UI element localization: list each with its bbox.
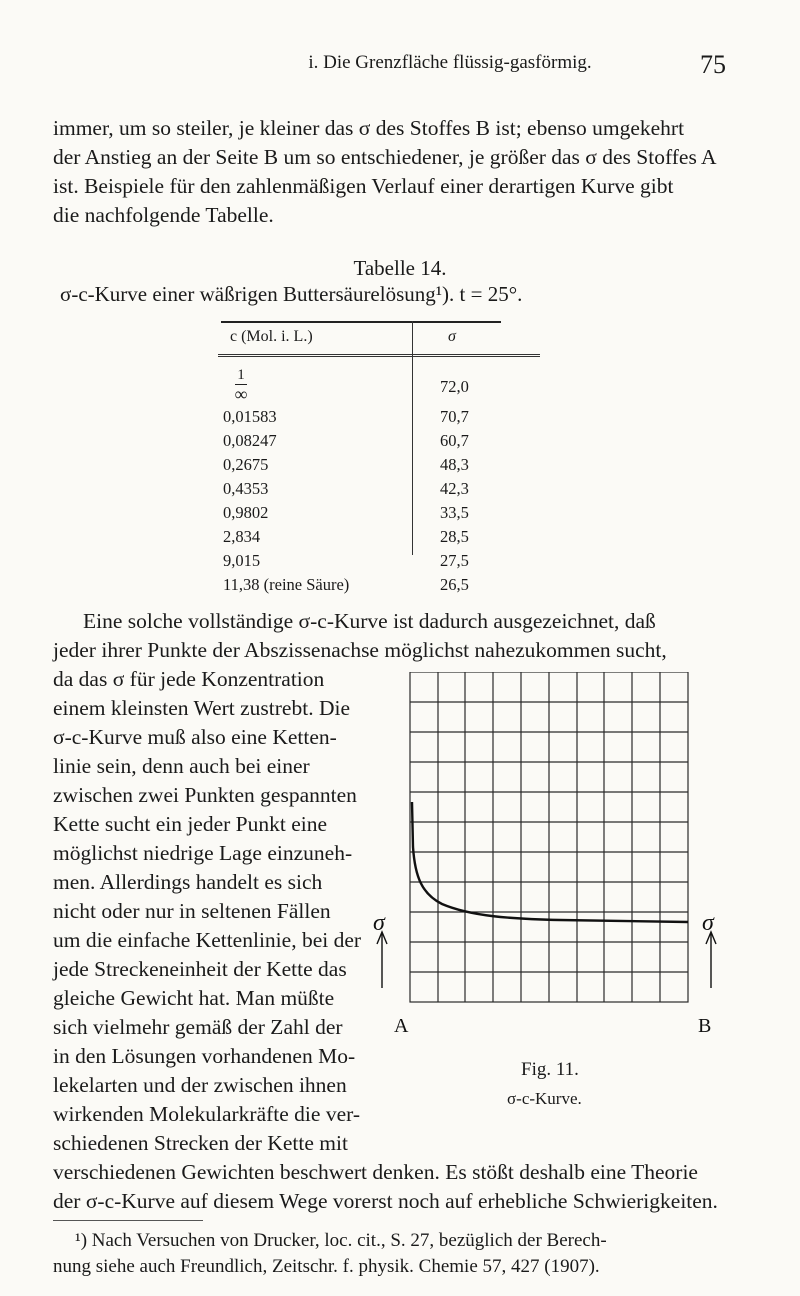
point-a-label: A <box>394 1015 409 1037</box>
paragraph-1 <box>53 114 753 230</box>
table-cell-c: 0,08247 <box>223 431 277 450</box>
table-cell-sigma: 42,3 <box>440 479 469 498</box>
paragraph-2-line: wirkenden Molekularkräfte die ver- <box>53 1102 361 1126</box>
table-cell-sigma: 70,7 <box>440 407 469 426</box>
paragraph-2-line: zwischen zwei Punkten gespannten <box>53 783 357 807</box>
table-header-rule <box>218 354 540 357</box>
table-cell-c: 0,4353 <box>223 479 269 498</box>
paragraph-2-line: da das σ für jede Konzentration <box>53 667 325 691</box>
footnote-line: nung siehe auch Freundlich, Zeitschr. f. physik. Chemie 57, 427 (1907). <box>53 1256 600 1277</box>
paragraph-2-line: jeder ihrer Punkte der Abszissenachse möglichst nahezukommen sucht, <box>53 638 667 662</box>
paragraph-2-line: verschiedenen Gewichten beschwert denken. Es stößt deshalb eine Theorie <box>53 1160 698 1184</box>
paragraph-2-line: men. Allerdings handelt es sich <box>53 870 323 894</box>
paragraph-2-narrow <box>53 665 388 1158</box>
paragraph-2-line: der σ-c-Kurve auf diesem Wege vorerst noch auf erhebliche Schwierigkeiten. <box>53 1189 718 1213</box>
paragraph-2-line: einem kleinsten Wert zustrebt. Die <box>53 696 350 720</box>
right-up-arrow <box>706 932 716 988</box>
table-cell-c: 2,834 <box>223 527 261 546</box>
paragraph-1-line: die nachfolgende Tabelle. <box>53 203 274 227</box>
paragraph-2-end <box>53 1158 753 1216</box>
table-cell-c: 0,2675 <box>223 455 269 474</box>
paragraph-2-line: in den Lösungen vorhandenen Mo- <box>53 1044 356 1068</box>
left-sigma-label: σ <box>373 910 385 936</box>
table-title: Tabelle 14. <box>353 256 447 280</box>
sigma-c-curve <box>412 802 688 922</box>
table-cell-sigma: 72,0 <box>440 377 469 396</box>
paragraph-2-line: Kette sucht ein jeder Punkt eine <box>53 812 328 836</box>
point-b-label: B <box>698 1015 712 1037</box>
footnote-line: ¹) Nach Versuchen von Drucker, loc. cit., S. 27, bezüglich der Berech- <box>75 1230 607 1251</box>
paragraph-2-line: um die einfache Kettenlinie, bei der <box>53 928 362 952</box>
footnote <box>53 1228 753 1280</box>
table-cell-c: 1 ∞ <box>234 367 248 404</box>
paragraph-2-line: gleiche Gewicht hat. Man müßte <box>53 986 335 1010</box>
running-head: i. Die Grenzfläche flüssig-gasförmig. <box>308 52 592 73</box>
paragraph-2-line: linie sein, denn auch bei einer <box>53 754 310 778</box>
table-cell-c: 0,9802 <box>223 503 269 522</box>
paragraph-2-full <box>53 607 753 665</box>
table-top-rule <box>221 321 501 323</box>
paragraph-2-line: möglichst niedrige Lage einzuneh- <box>53 841 353 865</box>
footnote-rule <box>53 1220 203 1221</box>
table-cell-sigma: 60,7 <box>440 431 469 450</box>
right-sigma-label: σ <box>702 910 714 936</box>
figure-11 <box>360 672 760 1058</box>
figure-caption: Fig. 11. <box>521 1059 579 1080</box>
paragraph-2-line: sich vielmehr gemäß der Zahl der <box>53 1015 343 1039</box>
left-up-arrow <box>377 932 387 988</box>
paragraph-2-line: lekelarten und der zwischen ihnen <box>53 1073 347 1097</box>
paragraph-2-line: schiedenen Strecken der Kette mit <box>53 1131 348 1155</box>
table-cell-c: 9,015 <box>223 551 261 570</box>
figure-subcaption: σ-c-Kurve. <box>507 1089 582 1108</box>
paragraph-1-line: immer, um so steiler, je kleiner das σ des Stoffes B ist; ebenso umgekehrt <box>53 116 685 140</box>
page-number: 75 <box>700 50 726 79</box>
paragraph-1-line: ist. Beispiele für den zahlenmäßigen Verlauf einer derartigen Kurve gibt <box>53 174 674 198</box>
table-cell-c: 0,01583 <box>223 407 277 426</box>
paragraph-2-line: nicht oder nur in seltenen Fällen <box>53 899 331 923</box>
table-header-sigma: σ <box>448 328 456 345</box>
table-cell-sigma: 26,5 <box>440 575 469 594</box>
paragraph-2-line: jede Streckeneinheit der Kette das <box>53 957 347 981</box>
paragraph-1-line: der Anstieg an der Seite B um so entschiedener, je größer das σ des Stoffes A <box>53 145 717 169</box>
table-header-c: c (Mol. i. L.) <box>230 328 313 345</box>
table-cell-sigma: 28,5 <box>440 527 469 546</box>
paragraph-2-line: σ-c-Kurve muß also eine Ketten- <box>53 725 337 749</box>
table-cell-sigma: 27,5 <box>440 551 469 570</box>
table-subtitle: σ-c-Kurve einer wäßrigen Buttersäurelösung¹). t = 25°. <box>60 282 523 306</box>
grid <box>410 672 688 1002</box>
table-cell-sigma: 48,3 <box>440 455 469 474</box>
paragraph-2-line: Eine solche vollständige σ-c-Kurve ist dadurch ausgezeichnet, daß <box>83 609 656 633</box>
table-cell-c: 11,38 (reine Säure) <box>223 575 350 594</box>
table-cell-sigma: 33,5 <box>440 503 469 522</box>
